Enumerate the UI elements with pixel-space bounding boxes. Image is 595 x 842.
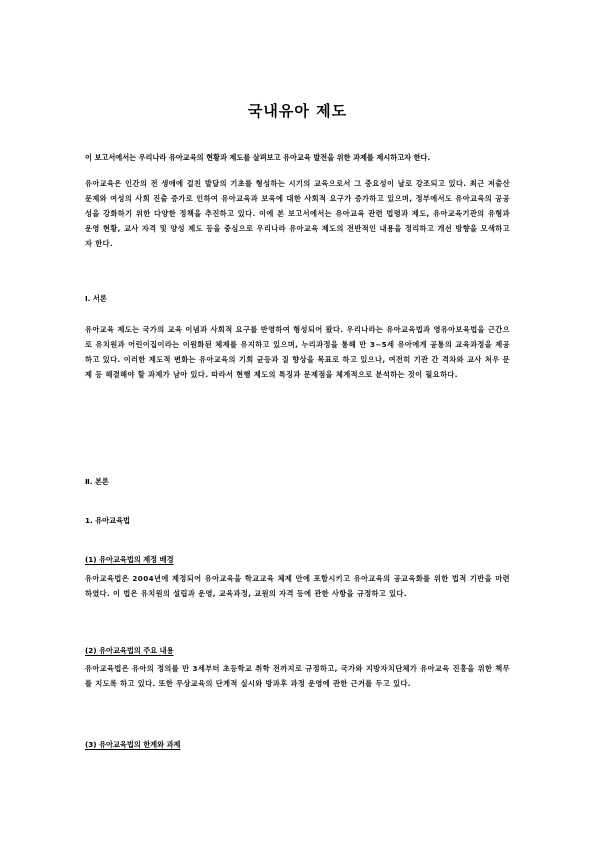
section2-heading: Ⅱ. 본론 [85, 477, 109, 486]
document-title: 국내유아 제도 [247, 102, 348, 120]
intro-line: 이 보고서에서는 우리나라 유아교육의 현황과 제도를 살펴보고 유아교육 발전을 위한 과제를 제시하고자 한다. [85, 153, 431, 162]
subsection1-3-heading: (3) 유아교육법의 한계와 과제 [85, 740, 181, 749]
subsection1-1-paragraph: 유아교육법은 2004년에 제정되어 유아교육을 학교교육 체제 안에 포함시키고 유아교육의 공교육화를 위한 법적 기반을 마련하였다. 이 법은 유치원의 설립과 운영, 교육과정, 교원의 자격 등에 관한 사항을 규정하고 있다. [85, 574, 510, 598]
subsection1-1-heading: (1) 유아교육법의 제정 배경 [85, 555, 174, 564]
section1-heading: Ⅰ. 서론 [85, 294, 107, 303]
section1-paragraph: 유아교육 제도는 국가의 교육 이념과 사회적 요구를 반영하여 형성되어 왔다. 우리나라는 유아교육법과 영유아보육법을 근간으로 유치원과 어린이집이라는 이원화된 체제를 유지하고 있으며, 누리과정을 통해 만 3~5세 유아에게 공통의 교육과정을 제공하고 있다. 이러한 제도적 변화는 유아교육의 기회 균등과 질 향상을 목표로 하고 있으나, 여전히 기관 간 격차와 교사 처우 문제 등 해결해야 할 과제가 남아 있다. 따라서 현행 제도의 특징과 문제점을 체계적으로 분석하는 것이 필요하다. [85, 325, 510, 379]
subsection-heading: 1. 유아교육법 [85, 516, 130, 525]
subsection1-2-heading: (2) 유아교육법의 주요 내용 [85, 646, 174, 655]
intro-paragraph: 유아교육은 인간의 전 생애에 걸친 발달의 기초를 형성하는 시기의 교육으로서 그 중요성이 날로 강조되고 있다. 최근 저출산 문제와 여성의 사회 진출 증가로 인하여 유아교육과 보육에 대한 사회적 요구가 증가하고 있으며, 정부에서도 유아교육의 공공성을 강화하기 위한 다양한 정책을 추진하고 있다. 이에 본 보고서에서는 유아교육 관련 법령과 제도, 유아교육기관의 유형과 운영 현황, 교사 자격 및 양성 제도 등을 중심으로 우리나라 유아교육 제도의 전반적인 내용을 정리하고 개선 방향을 모색하고자 한다. [85, 179, 510, 248]
subsection1-2-paragraph: 유아교육법은 유아의 정의를 만 3세부터 초등학교 취학 전까지로 규정하고, 국가와 지방자치단체가 유아교육 진흥을 위한 책무를 지도록 하고 있다. 또한 무상교육의 단계적 실시와 방과후 과정 운영에 관한 근거를 두고 있다. [85, 664, 510, 688]
